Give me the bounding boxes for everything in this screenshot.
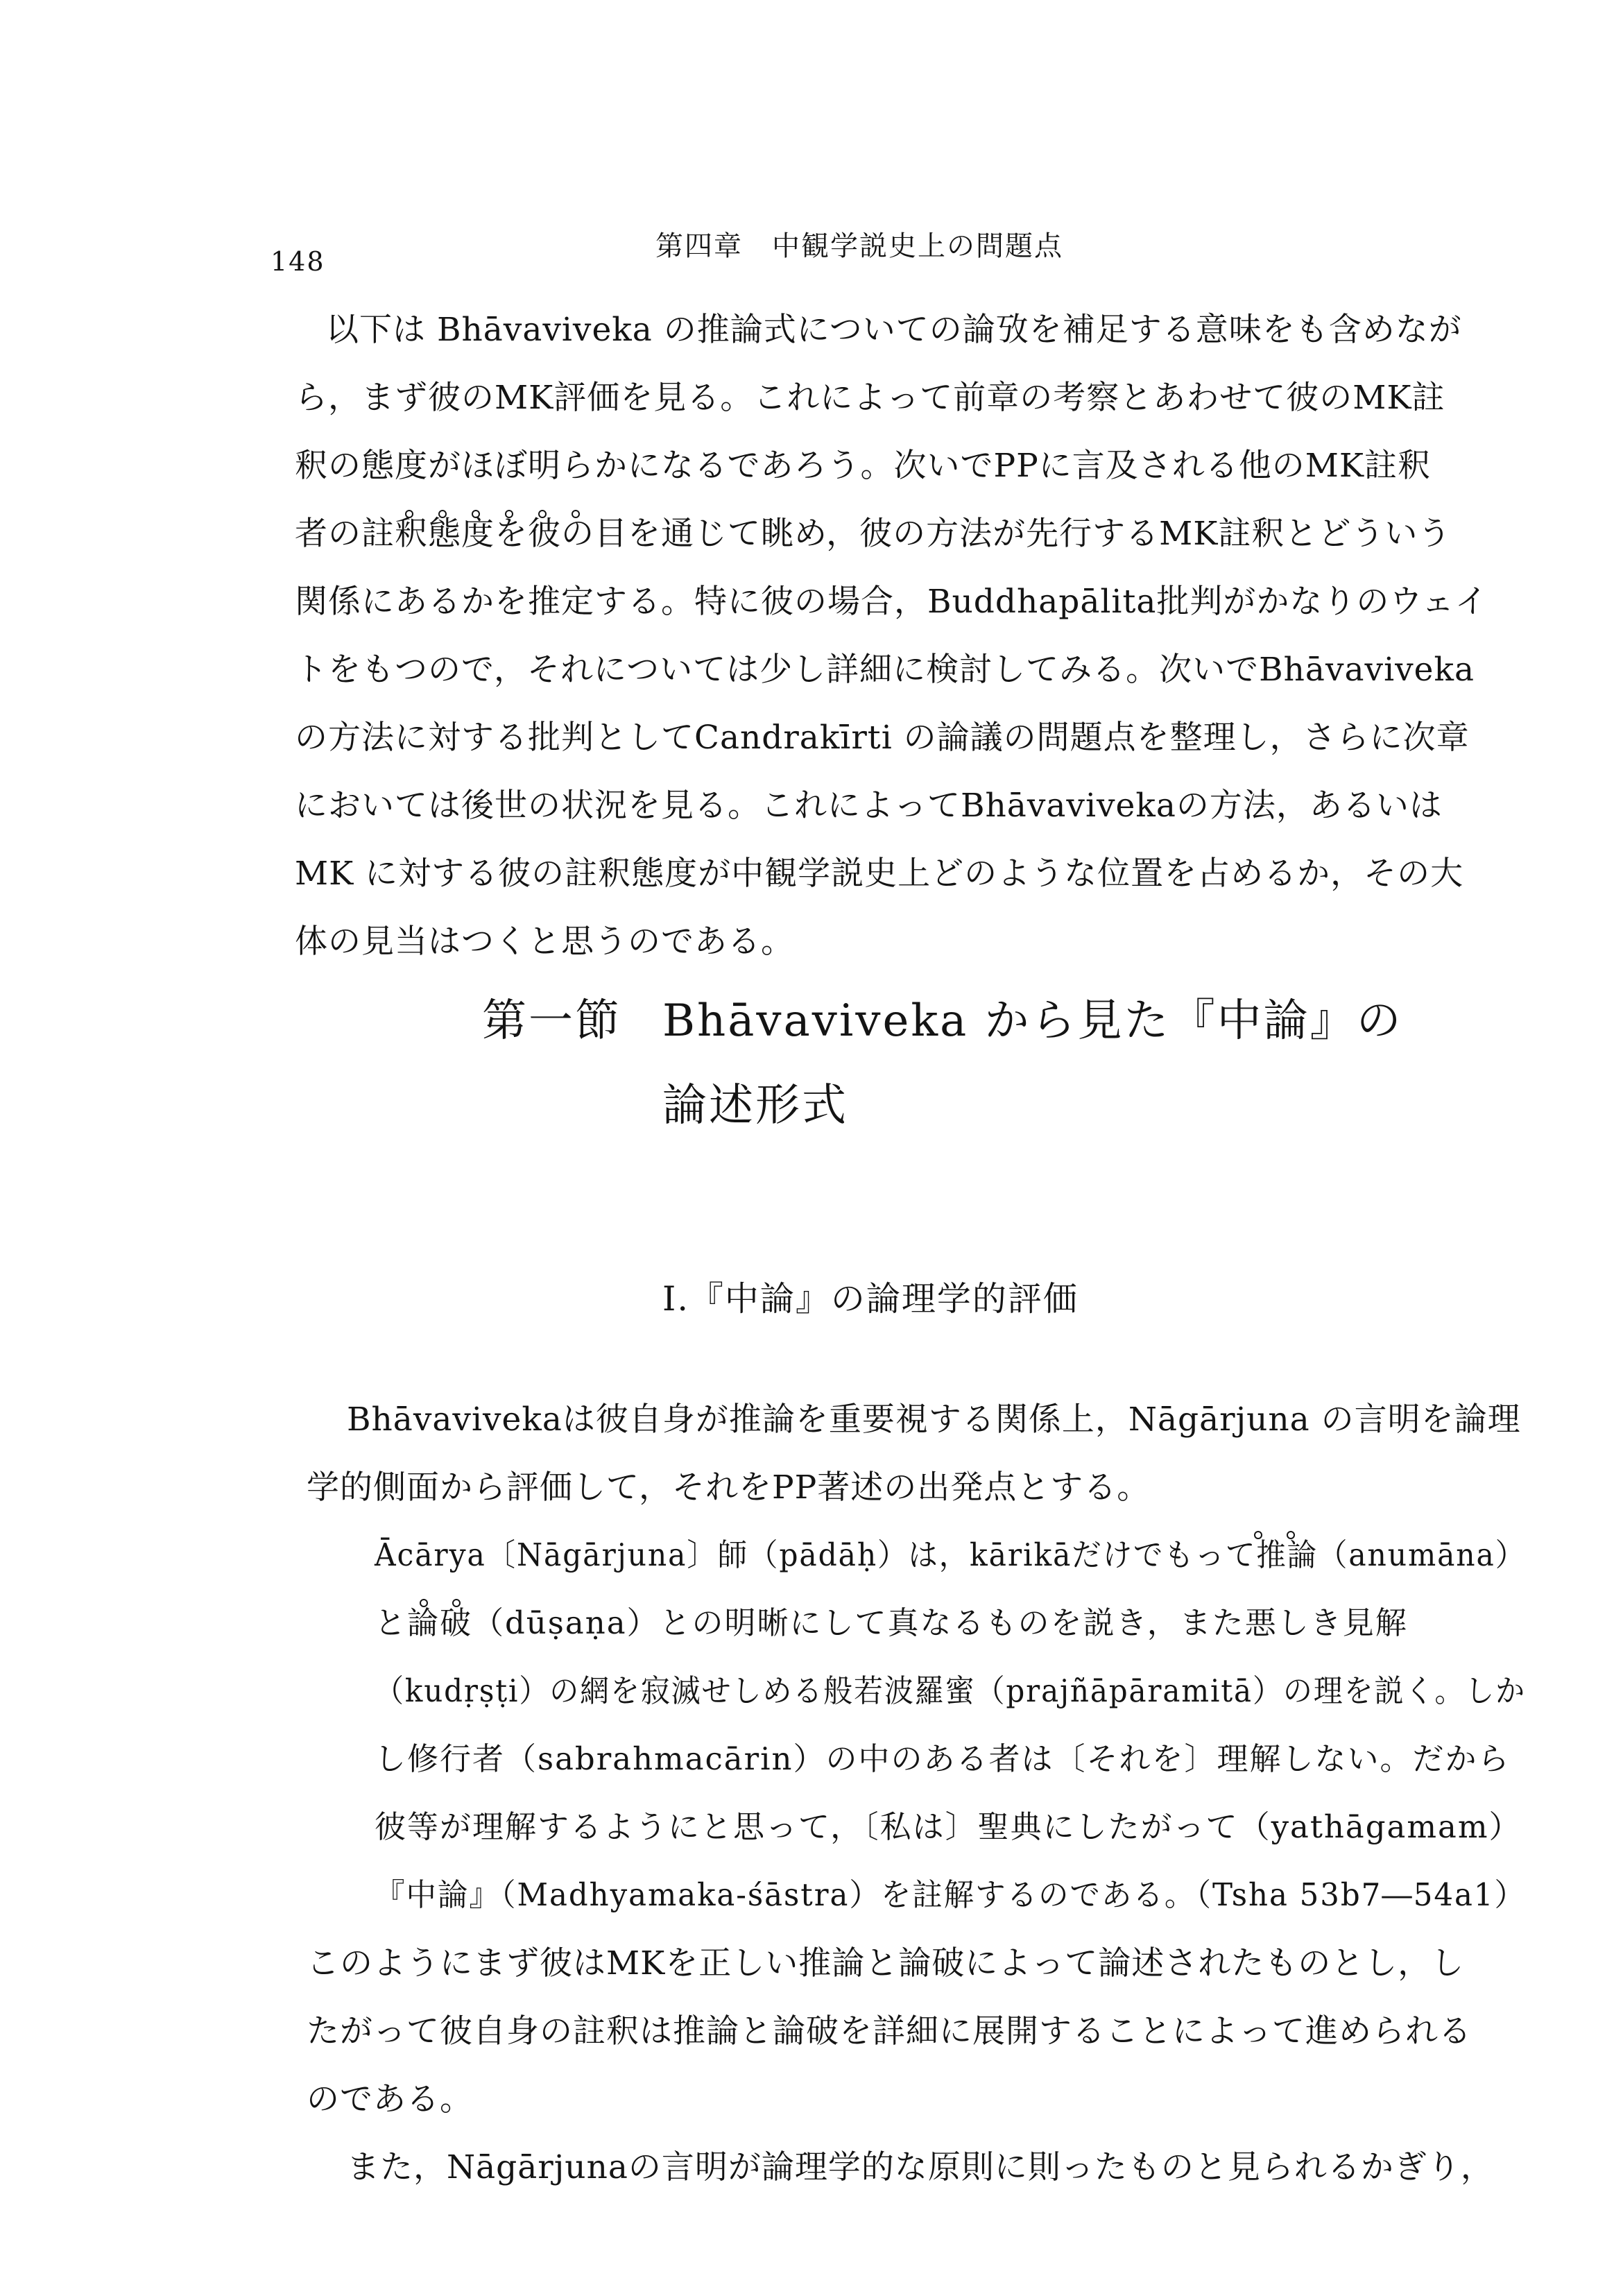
quote-line: 『中論』（Madhyamaka-śāstra）を註解するのである。（Tsha 53b7―54a1） — [375, 1876, 1526, 1913]
emphasis-dot — [1254, 1531, 1262, 1539]
quote-line: Ācārya〔Nāgārjuna〕師（pādāḥ）は，kārikāだけでもって推論（anumāna） — [375, 1536, 1527, 1573]
text-line: 釈の態度がほぼ明らかになるであろう。次いでPPに言及される他のMK註釈 — [295, 447, 1432, 485]
text-line: ら，まず彼のMK評価を見る。これによって前章の考察とあわせて彼のMK註 — [295, 379, 1445, 417]
emphasis-dot — [405, 510, 413, 518]
text-line: Bhāvavivekaは彼自身が推論を重要視する関係上，Nāgārjuna の言明を論理 — [347, 1400, 1521, 1439]
running-head: 第四章 中観学説史上の問題点 — [655, 230, 1063, 262]
text-line: このようにまず彼はMKを正しい推論と論破によって論述されたものとし，し — [307, 1944, 1465, 1982]
text-line: 体の見当はつくと思うのである。 — [295, 923, 794, 961]
subsection-title: I.『中論』の論理学的評価 — [662, 1279, 1079, 1319]
emphasis-dot — [572, 510, 580, 518]
quote-line: 彼等が理解するようにと思って，〔私は〕聖典にしたがって（yathāgamam） — [375, 1808, 1522, 1845]
text-line: 学的側面から評価して，それをPP著述の出発点とする。 — [307, 1468, 1151, 1507]
section-title-line-1: Bhāvaviveka から見た『中論』の — [662, 995, 1403, 1047]
section-label: 第一節 — [482, 995, 621, 1047]
emphasis-dot — [472, 510, 480, 518]
text-line: また，Nāgārjunaの言明が論理学的な原則に則ったものと見られるかぎり， — [347, 2148, 1494, 2186]
text-line: MK に対する彼の註釈態度が中観学説史上どのような位置を占めるか，その大 — [295, 855, 1464, 893]
quote-line: と論破（dūṣaṇa）との明晰にして真なるものを説き，また悪しき見解 — [375, 1604, 1408, 1641]
page-number: 148 — [270, 246, 325, 277]
section-title-line-2: 論述形式 — [662, 1080, 848, 1131]
text-line: トをもつので，それについては少し詳細に検討してみる。次いでBhāvaviveka — [295, 651, 1475, 689]
text-line: たがって彼自身の註釈は推論と論破を詳細に展開することによって進められる — [307, 2012, 1472, 2050]
quote-line: し修行者（sabrahmacārin）の中のある者は〔それを〕理解しない。だから — [375, 1740, 1511, 1777]
text-line: のである。 — [307, 2080, 473, 2118]
emphasis-dot — [1287, 1531, 1295, 1539]
quote-line: （kudṛṣṭi）の網を寂滅せしめる般若波羅蜜（prajñāpāramitā）の理を説く。しか — [375, 1672, 1527, 1709]
emphasis-dot — [420, 1599, 428, 1607]
emphasis-dot — [538, 510, 547, 518]
text-line: においては後世の状況を見る。これによってBhāvavivekaの方法，あるいは — [295, 787, 1443, 825]
text-line: 以下は Bhāvaviveka の推論式についての論攷を補足する意味をも含めなが — [326, 311, 1462, 349]
text-line: 関係にあるかを推定する。特に彼の場合，Buddhapālita批判がかなりのウェイ — [295, 583, 1488, 621]
emphasis-dot — [452, 1599, 461, 1607]
emphasis-dot — [438, 510, 447, 518]
emphasis-dot — [505, 510, 513, 518]
text-line: 者の註釈態度を彼の目を通じて眺め，彼の方法が先行するMK註釈とどういう — [295, 515, 1452, 553]
text-line: の方法に対する批判としてCandrakīrti の論議の問題点を整理し，さらに次章 — [295, 719, 1470, 757]
